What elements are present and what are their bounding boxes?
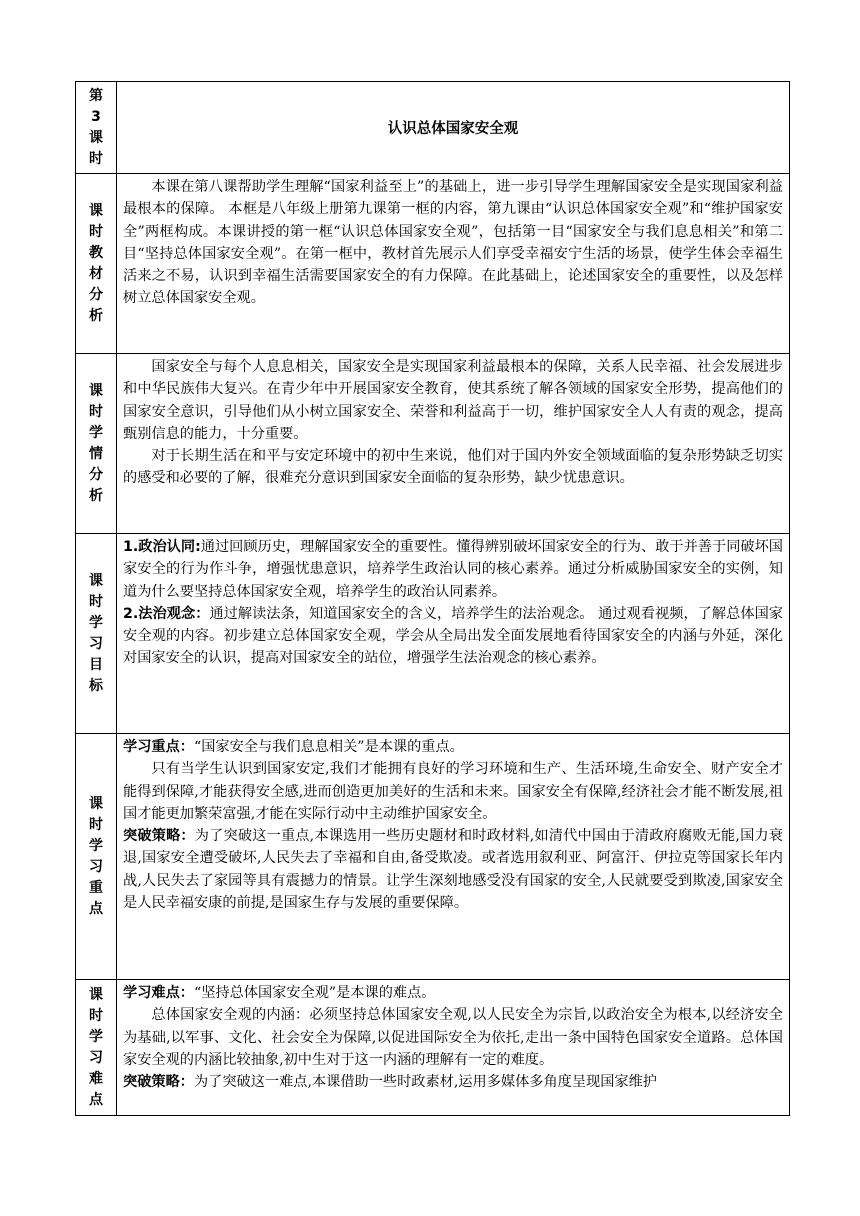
- lesson-number-label: 第 3 课 时: [76, 82, 117, 174]
- objective-political-identity: 1.政治认同:通过回顾历史，理解国家安全的重要性。懂得辨别破坏国家安全的行为、敢于并善于同破坏国家安全的行为作斗争，增强忧患意识，培养学生政治认同的核心素养。通过分析威胁国家安全的实例，知道为什么要坚持总体国家安全观，培养学生的政治认同素养。: [123, 539, 783, 600]
- learning-objectives-content: [117, 534, 790, 734]
- difficulty-heading: 学习难点：“坚持总体国家安全观”是本课的难点。: [123, 985, 436, 1001]
- key-points-label: 课 时 学 习 重 点: [76, 734, 117, 980]
- lesson-plan-table: [75, 81, 790, 1116]
- key-points-content: [117, 734, 790, 980]
- student-analysis-paragraph-2: 对于长期生活在和平与安定环境中的初中生来说，他们对于国内外安全领域面临的复杂形势缺乏切实的感受和必要的了解，很难充分意识到国家安全面临的复杂形势，缺少忧患意识。: [123, 448, 783, 487]
- difficulty-strategy: 突破策略：为了突破这一难点,本课借助一些时政素材,运用多媒体多角度呈现国家维护: [123, 1074, 657, 1091]
- key-points-row: [76, 734, 790, 980]
- difficulty-paragraph: 总体国家安全观的内涵：必须坚持总体国家安全观,以人民安全为宗旨,以政治安全为根本,以经济安全为基础,以军事、文化、社会安全为保障,以促进国际安全为依托,走出一条中国特色国家安全道路。总体国家安全观的内涵比较抽象,初中生对于这一内涵的理解有一定的难度。: [123, 1007, 783, 1068]
- header-row: [76, 82, 790, 174]
- difficulties-row: [76, 980, 790, 1116]
- lesson-title: 认识总体国家安全观: [117, 82, 790, 174]
- difficulties-content: [117, 980, 790, 1116]
- learning-objectives-row: [76, 534, 790, 734]
- student-analysis-label: 课 时 学 情 分 析: [76, 354, 117, 534]
- key-point-paragraph: 只有当学生认识到国家安定,我们才能拥有良好的学习环境和生产、生活环境,生命安全、财产安全才能得到保障,才能获得安全感,进而创造更加美好的生活和未来。国家安全有保障,经济社会才能不断发展,祖国才能更加繁荣富强,才能在实际行动中主动维护国家安全。: [123, 761, 783, 822]
- learning-objectives-label: 课 时 学 习 目 标: [76, 534, 117, 734]
- textbook-analysis-paragraph: 本课在第八课帮助学生理解“国家利益至上”的基础上，进一步引导学生理解国家安全是实现国家利益最根本的保障。 本框是八年级上册第九课第一框的内容，第九课由“认识总体国家安全观”和“维护国家安全”两框构成。本课讲授的第一框“认识总体国家安全观”，包括第一目“国家安全与我们息息相关”和第二目“坚持总体国家安全观”。在第一框中，教材首先展示人们享受幸福安宁生活的场景，使学生体会幸福生活来之不易，认识到幸福生活需要国家安全的有力保障。在此基础上，论述国家安全的重要性，以及怎样树立总体国家安全观。: [123, 179, 783, 307]
- textbook-analysis-content: [117, 174, 790, 354]
- student-analysis-paragraph-1: 国家安全与每个人息息相关，国家安全是实现国家利益最根本的保障，关系人民幸福、社会发展进步和中华民族伟大复兴。在青少年中开展国家安全教育，使其系统了解各领域的国家安全形势，提高他们的国家安全意识，引导他们从小树立国家安全、荣誉和利益高于一切，维护国家安全人人有责的观念，提高甄别信息的能力，十分重要。: [123, 359, 783, 442]
- key-point-strategy: 突破策略：为了突破这一重点,本课选用一些历史题材和时政材料,如清代中国由于清政府腐败无能,国力衰退,国家安全遭受破坏,人民失去了幸福和自由,备受欺凌。或者选用叙利亚、阿富汗、伊拉克等国家长年内战,人民失去了家园等具有震撼力的情景。让学生深刻地感受没有国家的安全,人民就要受到欺凌,国家安全是人民幸福安康的前提,是国家生存与发展的重要保障。: [123, 828, 783, 912]
- student-analysis-content: [117, 354, 790, 534]
- difficulties-label: 课 时 学 习 难 点: [76, 980, 117, 1116]
- textbook-analysis-label: 课 时 教 材 分 析: [76, 174, 117, 354]
- textbook-analysis-row: [76, 174, 790, 354]
- objective-rule-of-law: 2.法治观念：通过解读法条，知道国家安全的含义，培养学生的法治观念。 通过观看视频，了解总体国家安全观的内容。初步建立总体国家安全观，学会从全局出发全面发展地看待国家安全的内涵与外延，深化对国家安全的认识，提高对国家安全的站位，增强学生法治观念的核心素养。: [123, 605, 783, 667]
- lesson-plan-page: [75, 81, 790, 1116]
- student-analysis-row: [76, 354, 790, 534]
- key-point-heading: 学习重点：“国家安全与我们息息相关”是本课的重点。: [123, 739, 464, 755]
